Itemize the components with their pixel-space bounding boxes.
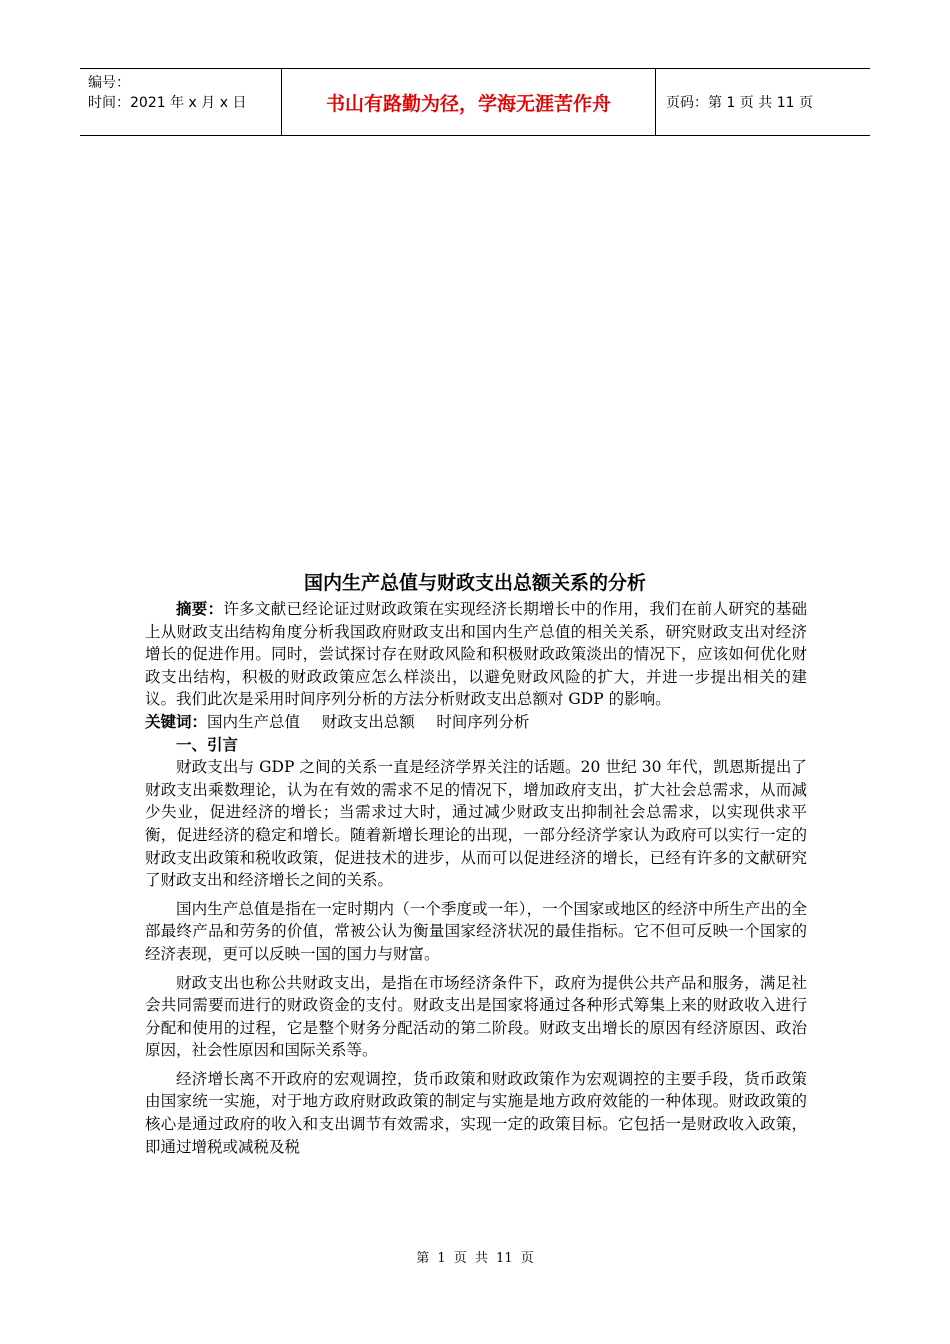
page-header	[80, 68, 870, 136]
abstract-label: 摘要：	[176, 600, 224, 618]
header-page-info: 页码：第 1 页 共 11 页	[666, 95, 813, 111]
document-body	[145, 598, 807, 1158]
document-title: 国内生产总值与财政支出总额关系的分析	[303, 572, 646, 594]
header-meta	[80, 69, 282, 135]
number-label: 编号：	[88, 75, 130, 91]
body-paragraph: 财政支出与 GDP 之间的关系一直是经济学界关注的话题。20 世纪 30 年代，凯恩斯提出了财政支出乘数理论，认为在有效的需求不足的情况下，增加政府支出，扩大社会总需求，从而减少失业，促进经济的增长；当需求过大时，通过减少财政支出抑制社会总需求，以实现供求平衡，促进经济的稳定和增长。随着新增长理论的出现，一部分经济学家认为政府可以实行一定的财政支出政策和税收政策，促进技术的进步，从而可以促进经济的增长，已经有许多的文献研究了财政支出和经济增长之间的关系。	[145, 758, 807, 890]
abstract-paragraph	[145, 598, 807, 711]
header-motto: 书山有路勤为径，学海无涯苦作舟	[282, 69, 656, 135]
page-footer: 第 1 页 共 11 页	[416, 1251, 534, 1266]
keyword-term: 国内生产总值	[207, 712, 301, 731]
body-paragraph: 国内生产总值是指在一定时期内（一个季度或一年），一个国家或地区的经济中所生产出的全部最终产品和劳务的价值，常被公认为衡量国家经济状况的最佳指标。它不但可反映一个国家的经济表现，更可以反映一国的国力与财富。	[145, 899, 807, 963]
abstract-text: 许多文献已经论证过财政政策在实现经济长期增长中的作用，我们在前人研究的基础上从财政支出结构角度分析我国政府财政支出和国内生产总值的相关关系，研究财政支出对经济增长的促进作用。同时，尝试探讨存在财政风险和积极财政政策淡出的情况下，应该如何优化财政支出结构，积极的财政政策应怎么样淡出，以避免财政风险的扩大，并进一步提出相关的建议。我们此次是采用时间序列分析的方法分析财政支出总额对 GDP 的影响。	[145, 600, 807, 709]
section-heading: 一、引言	[176, 735, 239, 754]
time-label: 时间：2021 年 x 月 x 日	[88, 95, 247, 111]
keyword-term: 时间序列分析	[436, 712, 530, 731]
keyword-term: 财政支出总额	[321, 712, 415, 731]
keywords-label: 关键词：	[145, 712, 208, 731]
body-paragraph: 财政支出也称公共财政支出，是指在市场经济条件下，政府为提供公共产品和服务，满足社会共同需要而进行的财政资金的支付。财政支出是国家将通过各种形式筹集上来的财政收入进行分配和使用的过程，它是整个财务分配活动的第二阶段。财政支出增长的原因有经济原因、政治原因，社会性原因和国际关系等。	[145, 973, 807, 1060]
body-paragraph: 经济增长离不开政府的宏观调控，货币政策和财政政策作为宏观调控的主要手段，货币政策由国家统一实施，对于地方政府财政政策的制定与实施是地方政府效能的一种体现。财政政策的核心是通过政府的收入和支出调节有效需求，实现一定的政策目标。它包括一是财政收入政策，即通过增税或减税及税	[145, 1069, 807, 1156]
keywords-line	[145, 711, 807, 734]
